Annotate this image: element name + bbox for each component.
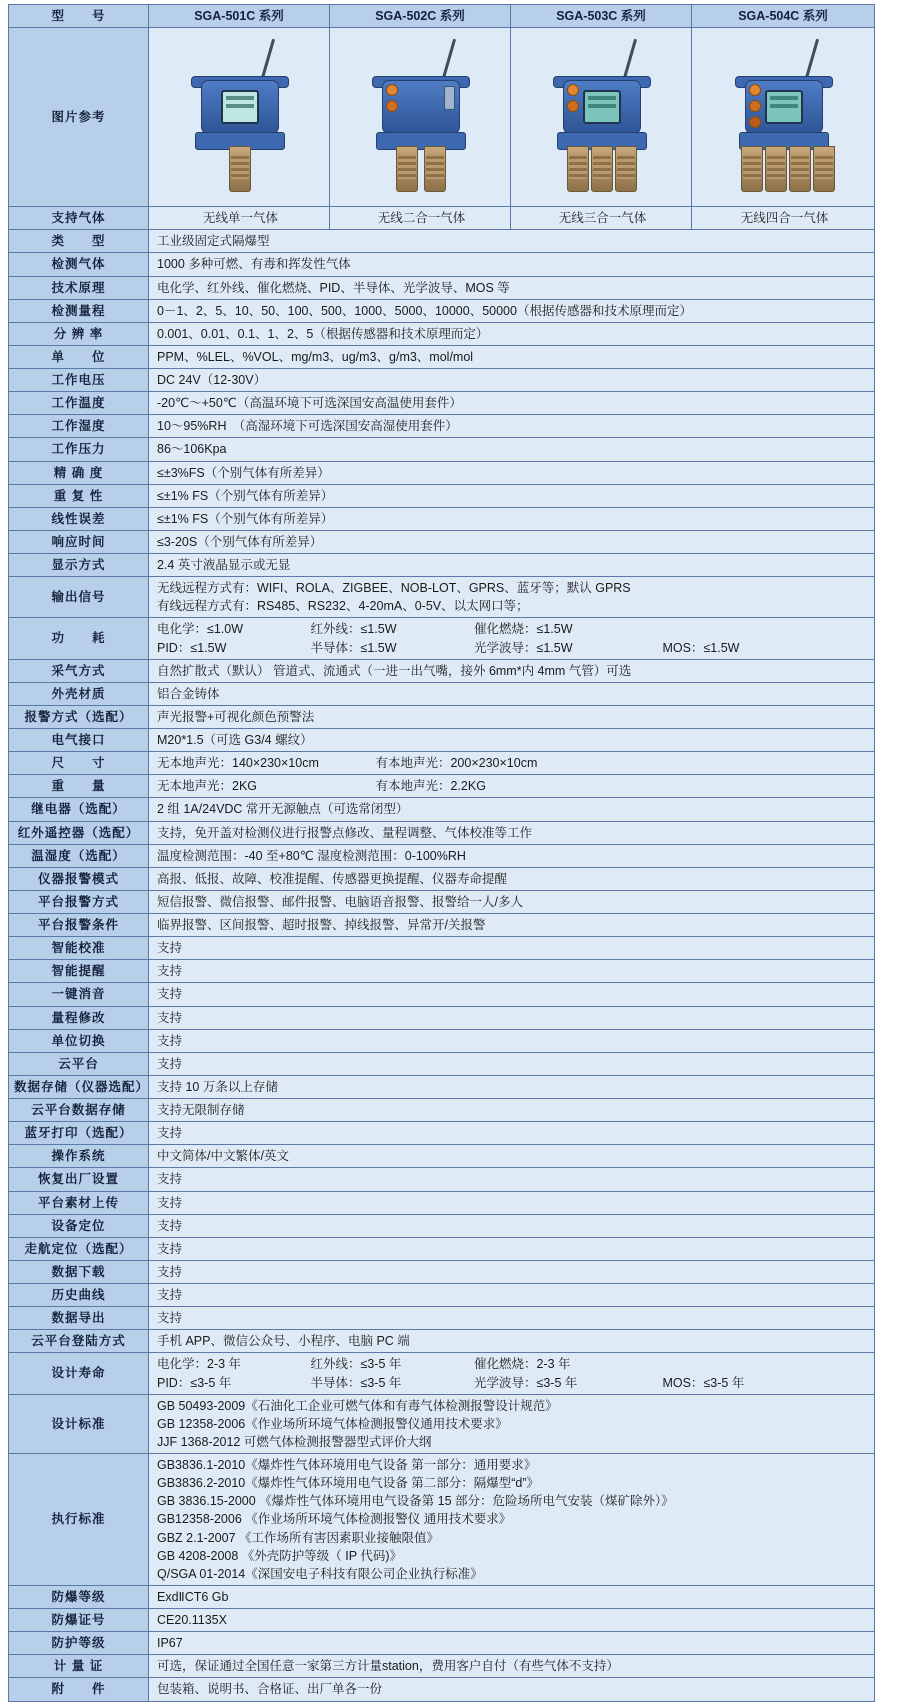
- row-label: 防爆等级: [9, 1585, 149, 1608]
- table-row-relay: [9, 798, 875, 821]
- row-label: 设计寿命: [9, 1353, 149, 1394]
- row-label: 重 量: [9, 775, 149, 798]
- table-row-ex-certificate: [9, 1609, 875, 1632]
- row-value: [149, 775, 875, 798]
- row-value: 中文简体/中文繁体/英文: [149, 1145, 875, 1168]
- table-row-temperature: [9, 392, 875, 415]
- exec-std-line: GB 4208-2008 《外壳防护等级（ IP 代码)》: [157, 1548, 402, 1563]
- supported-gas-504: 无线四合一气体: [692, 207, 875, 230]
- row-label: 量程修改: [9, 1006, 149, 1029]
- life-mos: MOS：≤3-5 年: [662, 1375, 745, 1390]
- row-label: 计 量 证: [9, 1655, 149, 1678]
- device-screen: [765, 90, 803, 124]
- table-row-data-storage: [9, 1075, 875, 1098]
- table-row-ex-rating: [9, 1585, 875, 1608]
- table-row-alarm-type: [9, 705, 875, 728]
- row-label: 线性误差: [9, 507, 149, 530]
- row-label: 操作系统: [9, 1145, 149, 1168]
- sensor-probe: [615, 146, 637, 192]
- photo-label: 图片参考: [9, 28, 149, 207]
- table-row-humidity: [9, 415, 875, 438]
- exec-std-line: GB3836.2-2010《爆炸性气体环境用电气设备 第二部分：隔爆型“d”》: [157, 1476, 540, 1491]
- table-row-os-language: [9, 1145, 875, 1168]
- table-row-cloud-login: [9, 1330, 875, 1353]
- weight-without-alarm: 无本地声光：2KG: [157, 779, 258, 794]
- row-label: 报警方式（选配）: [9, 705, 149, 728]
- row-value: 支持: [149, 1260, 875, 1283]
- device-screen: [221, 90, 259, 124]
- table-row-factory-reset: [9, 1168, 875, 1191]
- row-value: 短信报警、微信报警、邮件报警、电脑语音报警、报警给一人/多人: [149, 890, 875, 913]
- row-value: CE20.1135X: [149, 1609, 875, 1632]
- row-label: 类 型: [9, 230, 149, 253]
- row-value: 支持: [149, 1006, 875, 1029]
- life-infrared: 红外线：≤3-5 年: [310, 1357, 402, 1372]
- row-value: 自然扩散式（默认） 管道式、流通式（一进一出气嘴，接外 6mm*内 4mm 气管）可选: [149, 659, 875, 682]
- row-label: 云平台: [9, 1052, 149, 1075]
- table-row-response-time: [9, 530, 875, 553]
- life-catalytic: 催化燃烧：2-3 年: [473, 1357, 571, 1372]
- sensor-probe: [229, 146, 251, 192]
- row-value: -20℃～+50℃（高温环境下可选深国安高温使用套件）: [149, 392, 875, 415]
- row-value: 支持: [149, 1214, 875, 1237]
- supported-gas-label: 支持气体: [9, 207, 149, 230]
- gas-detector-illustration: [541, 32, 661, 202]
- row-label: 工作湿度: [9, 415, 149, 438]
- table-row-mobile-location: [9, 1237, 875, 1260]
- power-catalytic: 催化燃烧：≤1.5W: [473, 622, 573, 637]
- gas-detector-illustration: [723, 32, 843, 202]
- device-image-501: [149, 28, 330, 207]
- gas-detector-illustration: [360, 32, 480, 202]
- exec-std-line: GBZ 2.1-2007 《工作场所有害因素职业接触限值》: [157, 1530, 439, 1545]
- row-value: [149, 752, 875, 775]
- exec-std-line: GB12358-2006 《作业场所环境气体检测报警仪 通用技术要求》: [157, 1512, 512, 1527]
- design-std-line: GB 50493-2009《石油化工企业可燃气体和有毒气体检测报警设计规范》: [157, 1398, 558, 1413]
- table-row-data-download: [9, 1260, 875, 1283]
- row-value: 2 组 1A/24VDC 常开无源触点（可选常闭型）: [149, 798, 875, 821]
- table-row-one-key-mute: [9, 983, 875, 1006]
- sensor-probe: [567, 146, 589, 192]
- row-value: 临界报警、区间报警、超时报警、掉线报警、异常开/关报警: [149, 914, 875, 937]
- table-row-ip-rating: [9, 1632, 875, 1655]
- life-optical: 光学波导：≤3-5 年: [473, 1375, 578, 1390]
- row-label: 设计标准: [9, 1394, 149, 1453]
- table-row-data-export: [9, 1307, 875, 1330]
- sensor-probe: [591, 146, 613, 192]
- row-value: 0.001、0.01、0.1、1、2、5（根据传感器和技术原理而定）: [149, 322, 875, 345]
- table-row-photos: [9, 28, 875, 207]
- row-label: 数据下载: [9, 1260, 149, 1283]
- table-row-platform-alarm-cond: [9, 914, 875, 937]
- output-line-1: 无线远程方式有：WIFI、ROLA、ZIGBEE、NOB-LOT、GPRS、蓝牙等；默认 GPRS: [157, 581, 631, 596]
- table-row-device-location: [9, 1214, 875, 1237]
- design-std-line: JJF 1368-2012 可燃气体检测报警器型式评价大纲: [157, 1434, 432, 1449]
- power-infrared: 红外线：≤1.5W: [310, 622, 397, 637]
- row-label: 走航定位（选配）: [9, 1237, 149, 1260]
- row-value: 0－1、2、5、10、50、100、500、1000、5000、10000、50000（根据传感器和技术原理而定）: [149, 299, 875, 322]
- row-value: 支持，免开盖对检测仪进行报警点修改、量程调整、气体校准等工作: [149, 821, 875, 844]
- row-value: ≤±3%FS（个别气体有所差异）: [149, 461, 875, 484]
- device-image-502: [330, 28, 511, 207]
- row-value: 10～95%RH （高湿环境下可选深国安高湿使用套件）: [149, 415, 875, 438]
- row-value: 支持: [149, 1237, 875, 1260]
- row-value: 铝合金铸体: [149, 682, 875, 705]
- table-row-history-curve: [9, 1284, 875, 1307]
- model-502: SGA-502C 系列: [330, 5, 511, 28]
- spec-table: [8, 4, 875, 1702]
- row-label: 防爆证号: [9, 1609, 149, 1632]
- gas-detector-illustration: [179, 32, 299, 202]
- device-image-504: [692, 28, 875, 207]
- row-value: 支持: [149, 960, 875, 983]
- row-label: 单 位: [9, 345, 149, 368]
- table-row-range: [9, 299, 875, 322]
- table-row-voltage: [9, 369, 875, 392]
- row-value: [149, 618, 875, 659]
- row-value: 支持 10 万条以上存储: [149, 1075, 875, 1098]
- row-value: IP67: [149, 1632, 875, 1655]
- table-row-material-upload: [9, 1191, 875, 1214]
- row-label: 尺 寸: [9, 752, 149, 775]
- model-504: SGA-504C 系列: [692, 5, 875, 28]
- table-row-repeatability: [9, 484, 875, 507]
- table-row-unit-switch: [9, 1029, 875, 1052]
- power-optical: 光学波导：≤1.5W: [473, 640, 573, 655]
- weight-with-alarm: 有本地声光：2.2KG: [375, 779, 486, 794]
- table-row-design-life: [9, 1353, 875, 1394]
- table-row-housing: [9, 682, 875, 705]
- table-row-display: [9, 554, 875, 577]
- exec-std-line: GB3836.1-2010《爆炸性气体环境用电气设备 第一部分：通用要求》: [157, 1458, 537, 1472]
- row-label: 检测量程: [9, 299, 149, 322]
- row-label: 单位切换: [9, 1029, 149, 1052]
- row-value: 电化学、红外线、催化燃烧、PID、半导体、光学波导、MOS 等: [149, 276, 875, 299]
- size-with-alarm: 有本地声光：200×230×10cm: [375, 756, 538, 771]
- sensor-probe: [424, 146, 446, 192]
- row-label: 历史曲线: [9, 1284, 149, 1307]
- row-label: 一键消音: [9, 983, 149, 1006]
- table-row-type: [9, 230, 875, 253]
- row-label: 检测气体: [9, 253, 149, 276]
- row-value: 支持: [149, 1191, 875, 1214]
- table-row-exec-standard: [9, 1454, 875, 1586]
- row-label: 平台报警方式: [9, 890, 149, 913]
- row-value: 支持: [149, 1284, 875, 1307]
- output-line-2: 有线远程方式有：RS485、RS232、4-20mA、0-5V、以太网口等；: [157, 599, 529, 614]
- table-row-model-header: [9, 5, 875, 28]
- row-value: PPM、%LEL、%VOL、mg/m3、ug/m3、g/m3、mol/mol: [149, 345, 875, 368]
- table-row-supported-gas: [9, 207, 875, 230]
- row-label: 平台素材上传: [9, 1191, 149, 1214]
- row-label: 数据存储（仪器选配）: [9, 1075, 149, 1098]
- row-value: ExdⅡCT6 Gb: [149, 1585, 875, 1608]
- table-row-temp-humidity: [9, 844, 875, 867]
- row-label: 防护等级: [9, 1632, 149, 1655]
- row-value: M20*1.5（可选 G3/4 螺纹）: [149, 729, 875, 752]
- size-without-alarm: 无本地声光：140×230×10cm: [157, 756, 319, 771]
- table-row-accuracy: [9, 461, 875, 484]
- row-value: [149, 1353, 875, 1394]
- row-value: ≤±1% FS（个别气体有所差异）: [149, 507, 875, 530]
- supported-gas-502: 无线二合一气体: [330, 207, 511, 230]
- table-row-resolution: [9, 322, 875, 345]
- row-value: [149, 1394, 875, 1453]
- table-row-principle: [9, 276, 875, 299]
- table-row-ir-remote: [9, 821, 875, 844]
- life-electrochemical: 电化学：2-3 年: [157, 1357, 242, 1372]
- sensor-probe: [741, 146, 763, 192]
- row-label: 继电器（选配）: [9, 798, 149, 821]
- row-label: 仪器报警模式: [9, 867, 149, 890]
- device-screen: [583, 90, 621, 124]
- table-row-accessories: [9, 1678, 875, 1701]
- row-label: 输出信号: [9, 577, 149, 618]
- row-label: 智能校准: [9, 937, 149, 960]
- row-value: ≤±1% FS（个别气体有所差异）: [149, 484, 875, 507]
- spec-sheet: [0, 4, 899, 1702]
- life-pid: PID：≤3-5 年: [157, 1375, 232, 1390]
- row-label: 红外遥控器（选配）: [9, 821, 149, 844]
- device-base: [376, 132, 466, 150]
- row-label: 蓝牙打印（选配）: [9, 1122, 149, 1145]
- row-value: 手机 APP、微信公众号、小程序、电脑 PC 端: [149, 1330, 875, 1353]
- model-503: SGA-503C 系列: [511, 5, 692, 28]
- row-label: 附 件: [9, 1678, 149, 1701]
- row-value: 1000 多种可燃、有毒和挥发性气体: [149, 253, 875, 276]
- sensor-probe: [765, 146, 787, 192]
- row-value: 支持: [149, 1052, 875, 1075]
- row-label: 分 辨 率: [9, 322, 149, 345]
- supported-gas-503: 无线三合一气体: [511, 207, 692, 230]
- exec-std-line: Q/SGA 01-2014《深国安电子科技有限公司企业执行标准》: [157, 1566, 483, 1581]
- model-501: SGA-501C 系列: [149, 5, 330, 28]
- row-label: 恢复出厂设置: [9, 1168, 149, 1191]
- table-row-metrology-cert: [9, 1655, 875, 1678]
- row-label: 设备定位: [9, 1214, 149, 1237]
- exec-std-line: GB 3836.15-2000 《爆炸性气体环境用电气设备第 15 部分：危险场所电气安装（煤矿除外）》: [157, 1494, 674, 1509]
- design-std-line: GB 12358-2006《作业场所环境气体检测报警仪通用技术要求》: [157, 1416, 508, 1431]
- life-semiconductor: 半导体：≤3-5 年: [310, 1375, 402, 1390]
- row-value: 支持: [149, 1307, 875, 1330]
- row-label: 显示方式: [9, 554, 149, 577]
- row-label: 工作电压: [9, 369, 149, 392]
- sensor-probe: [789, 146, 811, 192]
- power-pid: PID：≤1.5W: [157, 640, 227, 655]
- table-row-platform-alarm: [9, 890, 875, 913]
- sensor-probe: [813, 146, 835, 192]
- power-semiconductor: 半导体：≤1.5W: [310, 640, 397, 655]
- table-row-pressure: [9, 438, 875, 461]
- life-line-1: [157, 1355, 659, 1373]
- power-line-1: [157, 620, 659, 638]
- row-label: 响应时间: [9, 530, 149, 553]
- power-line-2: [157, 639, 739, 657]
- table-row-sampling: [9, 659, 875, 682]
- row-value: 包装箱、说明书、合格证、出厂单各一份: [149, 1678, 875, 1701]
- power-electrochemical: 电化学：≤1.0W: [157, 622, 244, 637]
- table-row-electrical-interface: [9, 729, 875, 752]
- table-row-power: [9, 618, 875, 659]
- model-label: 型 号: [9, 5, 149, 28]
- table-row-design-standard: [9, 1394, 875, 1453]
- row-label: 功 耗: [9, 618, 149, 659]
- row-label: 工作温度: [9, 392, 149, 415]
- row-label: 温湿度（选配）: [9, 844, 149, 867]
- sensor-probe: [396, 146, 418, 192]
- table-row-cloud-platform: [9, 1052, 875, 1075]
- table-row-smart-reminder: [9, 960, 875, 983]
- row-value: 支持: [149, 1029, 875, 1052]
- row-value: 86～106Kpa: [149, 438, 875, 461]
- row-value: 工业级固定式隔爆型: [149, 230, 875, 253]
- table-row-alarm-mode: [9, 867, 875, 890]
- row-value: 2.4 英寸液晶显示或无显: [149, 554, 875, 577]
- row-label: 智能提醒: [9, 960, 149, 983]
- table-row-unit: [9, 345, 875, 368]
- row-value: DC 24V（12-30V）: [149, 369, 875, 392]
- row-value: 支持: [149, 1168, 875, 1191]
- row-value: 支持: [149, 1122, 875, 1145]
- row-label: 外壳材质: [9, 682, 149, 705]
- device-image-503: [511, 28, 692, 207]
- table-row-range-edit: [9, 1006, 875, 1029]
- power-mos: MOS：≤1.5W: [662, 640, 740, 655]
- row-value: 高报、低报、故障、校准提醒、传感器更换提醒、仪器寿命提醒: [149, 867, 875, 890]
- table-row-detect-gas: [9, 253, 875, 276]
- row-value: [149, 577, 875, 618]
- supported-gas-501: 无线单一气体: [149, 207, 330, 230]
- row-label: 云平台数据存储: [9, 1099, 149, 1122]
- row-label: 电气接口: [9, 729, 149, 752]
- row-label: 数据导出: [9, 1307, 149, 1330]
- row-label: 重 复 性: [9, 484, 149, 507]
- row-label: 工作压力: [9, 438, 149, 461]
- row-value: 可选，保证通过全国任意一家第三方计量station，费用客户自付（有些气体不支持）: [149, 1655, 875, 1678]
- row-value: 支持: [149, 937, 875, 960]
- table-row-bluetooth-print: [9, 1122, 875, 1145]
- table-row-size: [9, 752, 875, 775]
- row-value: ≤3-20S（个别气体有所差异）: [149, 530, 875, 553]
- row-label: 技术原理: [9, 276, 149, 299]
- table-row-linearity: [9, 507, 875, 530]
- table-row-output-signal: [9, 577, 875, 618]
- row-label: 采气方式: [9, 659, 149, 682]
- row-value: 温度检测范围：-40 至+80℃ 湿度检测范围：0-100%RH: [149, 844, 875, 867]
- table-row-smart-calibration: [9, 937, 875, 960]
- table-row-weight: [9, 775, 875, 798]
- row-value: 支持: [149, 983, 875, 1006]
- row-value: 支持无限制存储: [149, 1099, 875, 1122]
- row-label: 云平台登陆方式: [9, 1330, 149, 1353]
- row-label: 平台报警条件: [9, 914, 149, 937]
- cap-shape: [444, 86, 455, 110]
- life-line-2: [157, 1374, 744, 1392]
- row-value: 声光报警+可视化颜色预警法: [149, 705, 875, 728]
- table-row-cloud-storage: [9, 1099, 875, 1122]
- row-label: 执行标准: [9, 1454, 149, 1586]
- row-label: 精 确 度: [9, 461, 149, 484]
- row-value: [149, 1454, 875, 1586]
